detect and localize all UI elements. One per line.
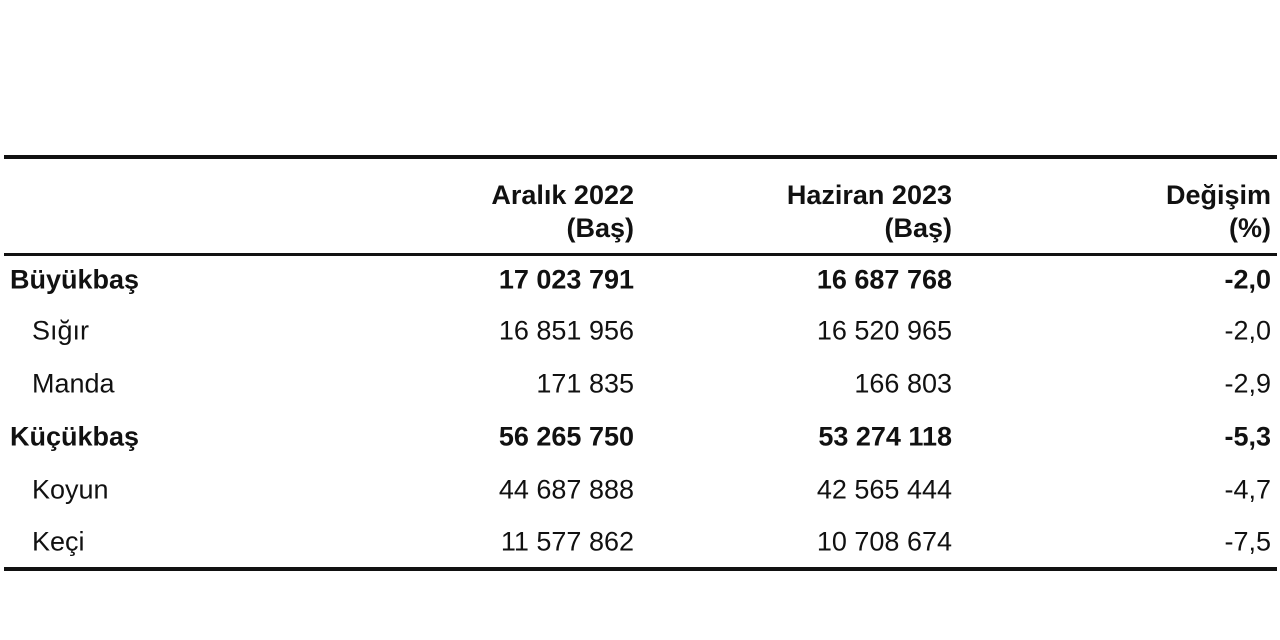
header-unit: (Baş) bbox=[884, 213, 952, 243]
header-label: Aralık 2022 bbox=[491, 180, 634, 210]
cell-degisim: -2,0 bbox=[1224, 264, 1271, 295]
table-header-row bbox=[4, 159, 1277, 253]
table-row bbox=[4, 256, 1277, 304]
row-label: Manda bbox=[32, 368, 115, 398]
header-label: Değişim bbox=[1165, 180, 1271, 210]
table-row bbox=[4, 516, 1277, 567]
header-label: Haziran 2023 bbox=[786, 180, 952, 210]
cell-haziran-2023: 16 687 768 bbox=[816, 264, 952, 295]
cell-haziran-2023: 166 803 bbox=[854, 368, 952, 398]
header-unit: (Baş) bbox=[566, 213, 634, 243]
cell-haziran-2023: 10 708 674 bbox=[816, 526, 952, 556]
row-label: Koyun bbox=[32, 474, 109, 504]
row-label: Keçi bbox=[32, 526, 85, 556]
header-degisim bbox=[1166, 179, 1271, 245]
cell-degisim: -7,5 bbox=[1224, 526, 1271, 556]
cell-degisim: -4,7 bbox=[1224, 474, 1271, 504]
cell-aralik-2022: 44 687 888 bbox=[498, 474, 634, 504]
cell-degisim: -2,9 bbox=[1224, 368, 1271, 398]
cell-aralik-2022: 56 265 750 bbox=[498, 421, 634, 451]
table-row bbox=[4, 304, 1277, 357]
livestock-table bbox=[4, 155, 1277, 571]
table-bottom-rule bbox=[4, 567, 1277, 571]
table-row bbox=[4, 463, 1277, 516]
row-label: Küçükbaş bbox=[10, 421, 140, 451]
table-row bbox=[4, 357, 1277, 410]
cell-degisim: -5,3 bbox=[1224, 421, 1271, 451]
header-haziran-2023 bbox=[787, 179, 952, 245]
cell-aralik-2022: 11 577 862 bbox=[500, 526, 634, 556]
cell-degisim: -2,0 bbox=[1224, 315, 1271, 345]
row-label: Sığır bbox=[32, 315, 90, 345]
cell-aralik-2022: 171 835 bbox=[536, 368, 634, 398]
cell-haziran-2023: 16 520 965 bbox=[816, 315, 952, 345]
cell-haziran-2023: 42 565 444 bbox=[816, 474, 952, 504]
cell-aralik-2022: 17 023 791 bbox=[498, 264, 634, 295]
table-row bbox=[4, 410, 1277, 463]
cell-aralik-2022: 16 851 956 bbox=[498, 315, 634, 345]
header-aralik-2022 bbox=[491, 179, 634, 245]
row-label: Büyükbaş bbox=[10, 264, 140, 295]
header-unit: (%) bbox=[1229, 213, 1271, 243]
cell-haziran-2023: 53 274 118 bbox=[818, 421, 952, 451]
